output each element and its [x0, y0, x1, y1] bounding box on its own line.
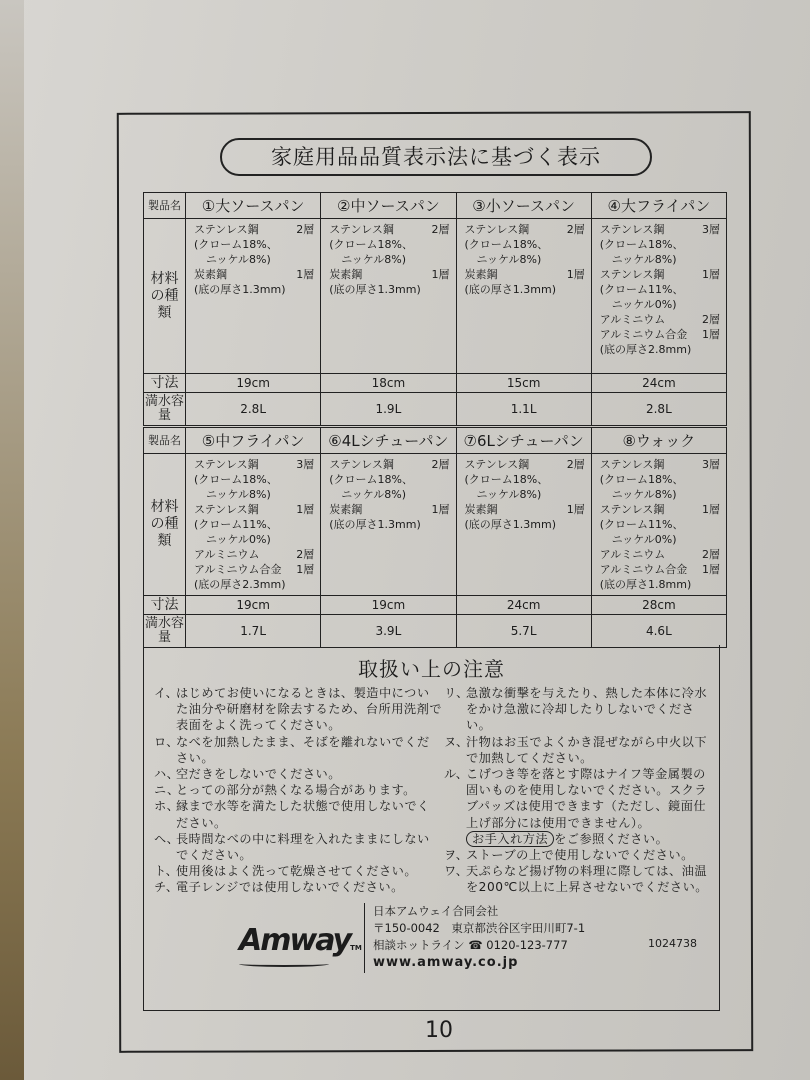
material-line: [329, 457, 449, 472]
note-item: [154, 879, 442, 895]
note-key: ヘ、: [154, 831, 180, 846]
note-text: 急激な衝撃を与えたり、熱した本体に冷水をかけ急激に冷却したりしないでください。: [466, 686, 708, 733]
note-key: チ、: [154, 880, 179, 895]
material-text: アルミニウム: [599, 313, 666, 326]
material-text: ステンレス鋼: [329, 223, 394, 236]
product-name: ②中ソースパン: [321, 193, 456, 219]
material-text: ニッケル8%): [206, 253, 271, 266]
document-code: 1024738: [648, 937, 697, 950]
material-text: アルミニウム合金: [599, 563, 688, 576]
material-cell: [456, 454, 591, 596]
material-text: ニッケル0%): [206, 533, 271, 546]
material-line: [194, 487, 314, 502]
note-key: ワ、: [444, 864, 469, 879]
material-layer: 1層: [296, 268, 315, 281]
material-layer: 1層: [296, 503, 315, 516]
label-product: 製品名: [144, 428, 186, 454]
material-layer: 1層: [702, 268, 720, 281]
material-cell: [186, 454, 321, 596]
material-line: [600, 457, 720, 472]
note-item: [154, 782, 442, 798]
note-key: ヲ、: [444, 848, 469, 863]
material-line: [329, 517, 449, 532]
material-text: (クローム11%、: [599, 283, 684, 296]
material-text: ステンレス鋼: [329, 458, 394, 471]
material-layer: 3層: [702, 223, 720, 236]
material-row: [144, 219, 727, 374]
label-size: 寸法: [144, 596, 186, 615]
note-key: ロ、: [154, 734, 179, 749]
material-text: ニッケル8%): [611, 488, 677, 501]
material-line: [194, 282, 314, 297]
note-item: [154, 831, 442, 863]
material-text: ステンレス鋼: [194, 458, 259, 471]
material-line: [329, 502, 449, 517]
material-line: [194, 562, 314, 577]
note-key: ハ、: [154, 767, 180, 782]
material-layer: 2層: [431, 458, 450, 471]
material-text: ステンレス鋼: [464, 458, 530, 471]
material-text: ニッケル8%): [341, 253, 407, 266]
material-line: [600, 222, 720, 237]
material-line: [465, 457, 585, 472]
material-line: [465, 282, 585, 297]
size-value: 28cm: [591, 596, 726, 615]
note-key: ト、: [154, 864, 179, 879]
company-address: 〒150-0042 東京都渋谷区宇田川町7-1: [373, 921, 586, 935]
label-product: 製品名: [144, 193, 186, 219]
material-layer: 1層: [296, 563, 315, 576]
capacity-row: [144, 615, 727, 648]
capacity-value: 2.8L: [591, 393, 726, 426]
capacity-value: 3.9L: [321, 615, 456, 648]
size-value: 24cm: [591, 374, 726, 393]
material-layer: 1層: [566, 268, 585, 281]
material-text: (クローム18%、: [329, 473, 413, 486]
label-capacity: 満水容量: [144, 615, 186, 648]
material-line: [194, 267, 314, 282]
size-value: 15cm: [456, 374, 591, 393]
note-text: 長時間なべの中に料理を入れたままにしないでください。: [176, 831, 430, 863]
note-item: [444, 734, 716, 766]
material-text: ステンレス鋼: [599, 503, 665, 516]
care-reference: をご参照ください。: [554, 831, 669, 846]
note-item: [154, 798, 442, 830]
material-layer: 3層: [296, 458, 315, 471]
material-line: [600, 577, 720, 592]
size-value: 24cm: [456, 596, 591, 615]
size-value: 19cm: [186, 596, 321, 615]
material-layer: 2層: [431, 223, 450, 236]
material-line: [600, 472, 720, 487]
note-text: 空だきをしないでください。: [176, 767, 341, 782]
material-text: 炭素鋼: [464, 268, 498, 281]
note-item: [444, 863, 716, 895]
material-line: [600, 487, 720, 502]
note-key: ホ、: [154, 799, 180, 814]
note-key: ニ、: [154, 783, 180, 798]
label-material: 材料の種類: [144, 219, 186, 374]
material-text: アルミニウム合金: [599, 328, 688, 341]
product-name: ①大ソースパン: [186, 193, 321, 219]
material-line: [465, 502, 585, 517]
material-line: [600, 252, 720, 267]
material-line: [329, 222, 449, 237]
capacity-value: 5.7L: [456, 615, 591, 648]
material-line: [600, 267, 720, 282]
material-line: [194, 472, 314, 487]
material-line: [329, 487, 449, 502]
material-layer: 3層: [702, 458, 720, 471]
size-value: 18cm: [321, 374, 456, 393]
material-line: [600, 237, 720, 252]
notes-left-column: [154, 685, 442, 896]
material-text: (クローム18%、: [194, 473, 278, 486]
note-text: はじめてお使いになるときは、製造中についた油分や研磨材を除去するため、台所用洗剤で表面をよく洗ってください。: [176, 686, 442, 733]
capacity-value: 4.6L: [591, 615, 726, 648]
handling-notes: [143, 645, 720, 1011]
material-line: [194, 237, 314, 252]
note-text: 天ぷらなど揚げ物の料理に際しては、油温を200℃以上に上昇させないでください。: [466, 864, 708, 895]
material-text: ステンレス鋼: [599, 458, 665, 471]
material-layer: 1層: [702, 563, 720, 576]
label-size: 寸法: [144, 374, 186, 393]
material-text: ステンレス鋼: [464, 223, 530, 236]
capacity-value: 1.1L: [456, 393, 591, 426]
note-key: ヌ、: [444, 734, 469, 749]
material-text: ステンレス鋼: [194, 503, 259, 516]
material-line: [600, 297, 720, 312]
material-text: ステンレス鋼: [599, 223, 665, 236]
capacity-row: [144, 393, 727, 426]
material-text: アルミニウム: [599, 548, 666, 561]
note-item: [444, 766, 716, 847]
material-text: (底の厚さ1.3mm): [329, 518, 421, 531]
material-line: [600, 562, 720, 577]
material-layer: 1層: [702, 503, 720, 516]
material-line: [194, 547, 314, 562]
note-item: [154, 766, 442, 782]
material-layer: 2層: [296, 548, 315, 561]
note-text: なべを加熱したまま、そばを離れないでください。: [176, 734, 430, 765]
material-text: ニッケル8%): [341, 488, 407, 501]
note-text: とっての部分が熱くなる場合があります。: [176, 783, 416, 798]
material-layer: 2層: [296, 223, 315, 236]
note-key: リ、: [444, 686, 469, 700]
company-info: [364, 903, 585, 973]
logo-swoosh: [239, 961, 329, 967]
logo-tm: TM: [350, 944, 362, 952]
product-table-1: [143, 192, 727, 426]
material-text: (底の厚さ2.8mm): [599, 343, 692, 356]
material-text: (クローム18%、: [194, 238, 278, 251]
note-item: [154, 685, 442, 734]
material-text: (クローム11%、: [599, 518, 684, 531]
material-layer: 1層: [566, 503, 585, 516]
page-title: 家庭用品品質表示法に基づく表示: [220, 138, 652, 176]
material-text: (クローム18%、: [599, 473, 684, 486]
material-text: ニッケル0%): [611, 533, 677, 546]
material-line: [600, 342, 720, 357]
material-text: ニッケル8%): [476, 253, 542, 266]
material-row: [144, 454, 727, 596]
company-name: 日本アムウェイ合同会社: [373, 904, 499, 918]
page-number: 10: [425, 1018, 453, 1043]
company-hotline: 相談ホットライン ☎ 0120-123-777: [373, 938, 568, 952]
material-text: アルミニウム合金: [194, 563, 282, 576]
material-layer: 2層: [566, 223, 585, 236]
material-text: ニッケル8%): [206, 488, 271, 501]
note-item: [154, 734, 442, 766]
material-text: 炭素鋼: [194, 268, 227, 281]
material-line: [194, 222, 314, 237]
material-text: (クローム18%、: [329, 238, 413, 251]
material-line: [465, 487, 585, 502]
material-text: (底の厚さ1.8mm): [599, 578, 692, 591]
material-line: [465, 252, 585, 267]
product-name: ⑤中フライパン: [186, 428, 321, 454]
size-value: 19cm: [321, 596, 456, 615]
size-row: [144, 374, 727, 393]
note-key: ル、: [444, 767, 469, 782]
material-line: [600, 327, 720, 342]
material-layer: 2層: [702, 313, 720, 326]
material-line: [600, 282, 720, 297]
note-text: こげつき等を落とす際はナイフ等金属製の固いものを使用しないでください。スクラブパッズは使用できます（ただし、鏡面仕上げ部分には使用できません）。: [466, 767, 708, 830]
material-line: [465, 517, 585, 532]
note-text: 縁まで水等を満たした状態で使用しないでください。: [176, 799, 430, 830]
capacity-value: 2.8L: [186, 393, 321, 426]
material-cell: [456, 219, 591, 374]
material-text: 炭素鋼: [464, 503, 498, 516]
material-layer: 1層: [431, 503, 450, 516]
material-line: [194, 252, 314, 267]
label-capacity: 満水容量: [144, 393, 186, 426]
material-line: [329, 472, 449, 487]
material-line: [600, 532, 720, 547]
material-cell: [321, 219, 456, 374]
note-item: [444, 685, 716, 734]
note-text: ストーブの上で使用しないでください。: [466, 848, 694, 863]
material-text: (クローム18%、: [464, 473, 549, 486]
material-text: (底の厚さ1.3mm): [329, 283, 421, 296]
material-text: ニッケル8%): [476, 488, 542, 501]
material-line: [465, 472, 585, 487]
material-layer: 2層: [566, 458, 585, 471]
material-text: ステンレス鋼: [194, 223, 259, 236]
material-text: ニッケル8%): [611, 253, 677, 266]
care-method-badge: お手入れ方法: [466, 831, 554, 847]
material-layer: 1層: [431, 268, 450, 281]
material-text: アルミニウム: [194, 548, 260, 561]
material-text: (底の厚さ1.3mm): [194, 283, 286, 296]
material-text: (底の厚さ2.3mm): [194, 578, 286, 591]
material-text: (底の厚さ1.3mm): [464, 518, 557, 531]
capacity-value: 1.9L: [321, 393, 456, 426]
product-name: ④大フライパン: [591, 193, 726, 219]
material-line: [600, 312, 720, 327]
note-text: 使用後はよく洗って乾燥させてください。: [176, 864, 418, 879]
material-layer: 1層: [702, 328, 720, 341]
material-text: (クローム11%、: [194, 518, 278, 531]
material-text: (底の厚さ1.3mm): [464, 283, 557, 296]
note-key: イ、: [154, 686, 179, 700]
product-name: ⑥4Lシチューパン: [321, 428, 456, 454]
material-text: (クローム18%、: [464, 238, 549, 251]
note-item: [154, 863, 442, 879]
notes-title: 取扱い上の注意: [358, 657, 505, 681]
material-line: [465, 267, 585, 282]
material-line: [194, 457, 314, 472]
note-text: 汁物はお玉でよくかき混ぜながら中火以下で加熱してください。: [466, 734, 708, 765]
material-line: [465, 237, 585, 252]
product-name-row: [144, 428, 727, 454]
size-row: [144, 596, 727, 615]
company-url: www.amway.co.jp: [373, 955, 519, 970]
material-line: [194, 517, 314, 532]
note-item: [444, 847, 716, 863]
material-text: 炭素鋼: [329, 503, 363, 516]
label-material: 材料の種類: [144, 454, 186, 596]
amway-logo: [239, 923, 362, 958]
product-name-row: [144, 193, 727, 219]
material-layer: 2層: [702, 548, 720, 561]
material-cell: [591, 219, 726, 374]
material-line: [465, 222, 585, 237]
material-cell: [321, 454, 456, 596]
background-edge: [0, 0, 24, 1080]
logo-text: Amway: [239, 923, 351, 958]
note-text: 電子レンジでは使用しないでください。: [176, 880, 404, 895]
product-name: ③小ソースパン: [456, 193, 591, 219]
material-line: [194, 532, 314, 547]
material-line: [600, 517, 720, 532]
material-cell: [591, 454, 726, 596]
material-line: [194, 502, 314, 517]
material-line: [600, 547, 720, 562]
product-name: ⑧ウォック: [591, 428, 726, 454]
material-line: [329, 267, 449, 282]
material-line: [600, 502, 720, 517]
material-text: ステンレス鋼: [599, 268, 665, 281]
size-value: 19cm: [186, 374, 321, 393]
material-text: ニッケル0%): [611, 298, 677, 311]
product-table-2: [143, 427, 727, 648]
material-text: 炭素鋼: [329, 268, 363, 281]
material-line: [329, 282, 449, 297]
notes-right-column: [444, 685, 716, 896]
material-line: [329, 237, 449, 252]
capacity-value: 1.7L: [186, 615, 321, 648]
material-text: (クローム18%、: [599, 238, 684, 251]
material-cell: [186, 219, 321, 374]
material-line: [329, 252, 449, 267]
material-line: [194, 577, 314, 592]
product-name: ⑦6Lシチューパン: [456, 428, 591, 454]
